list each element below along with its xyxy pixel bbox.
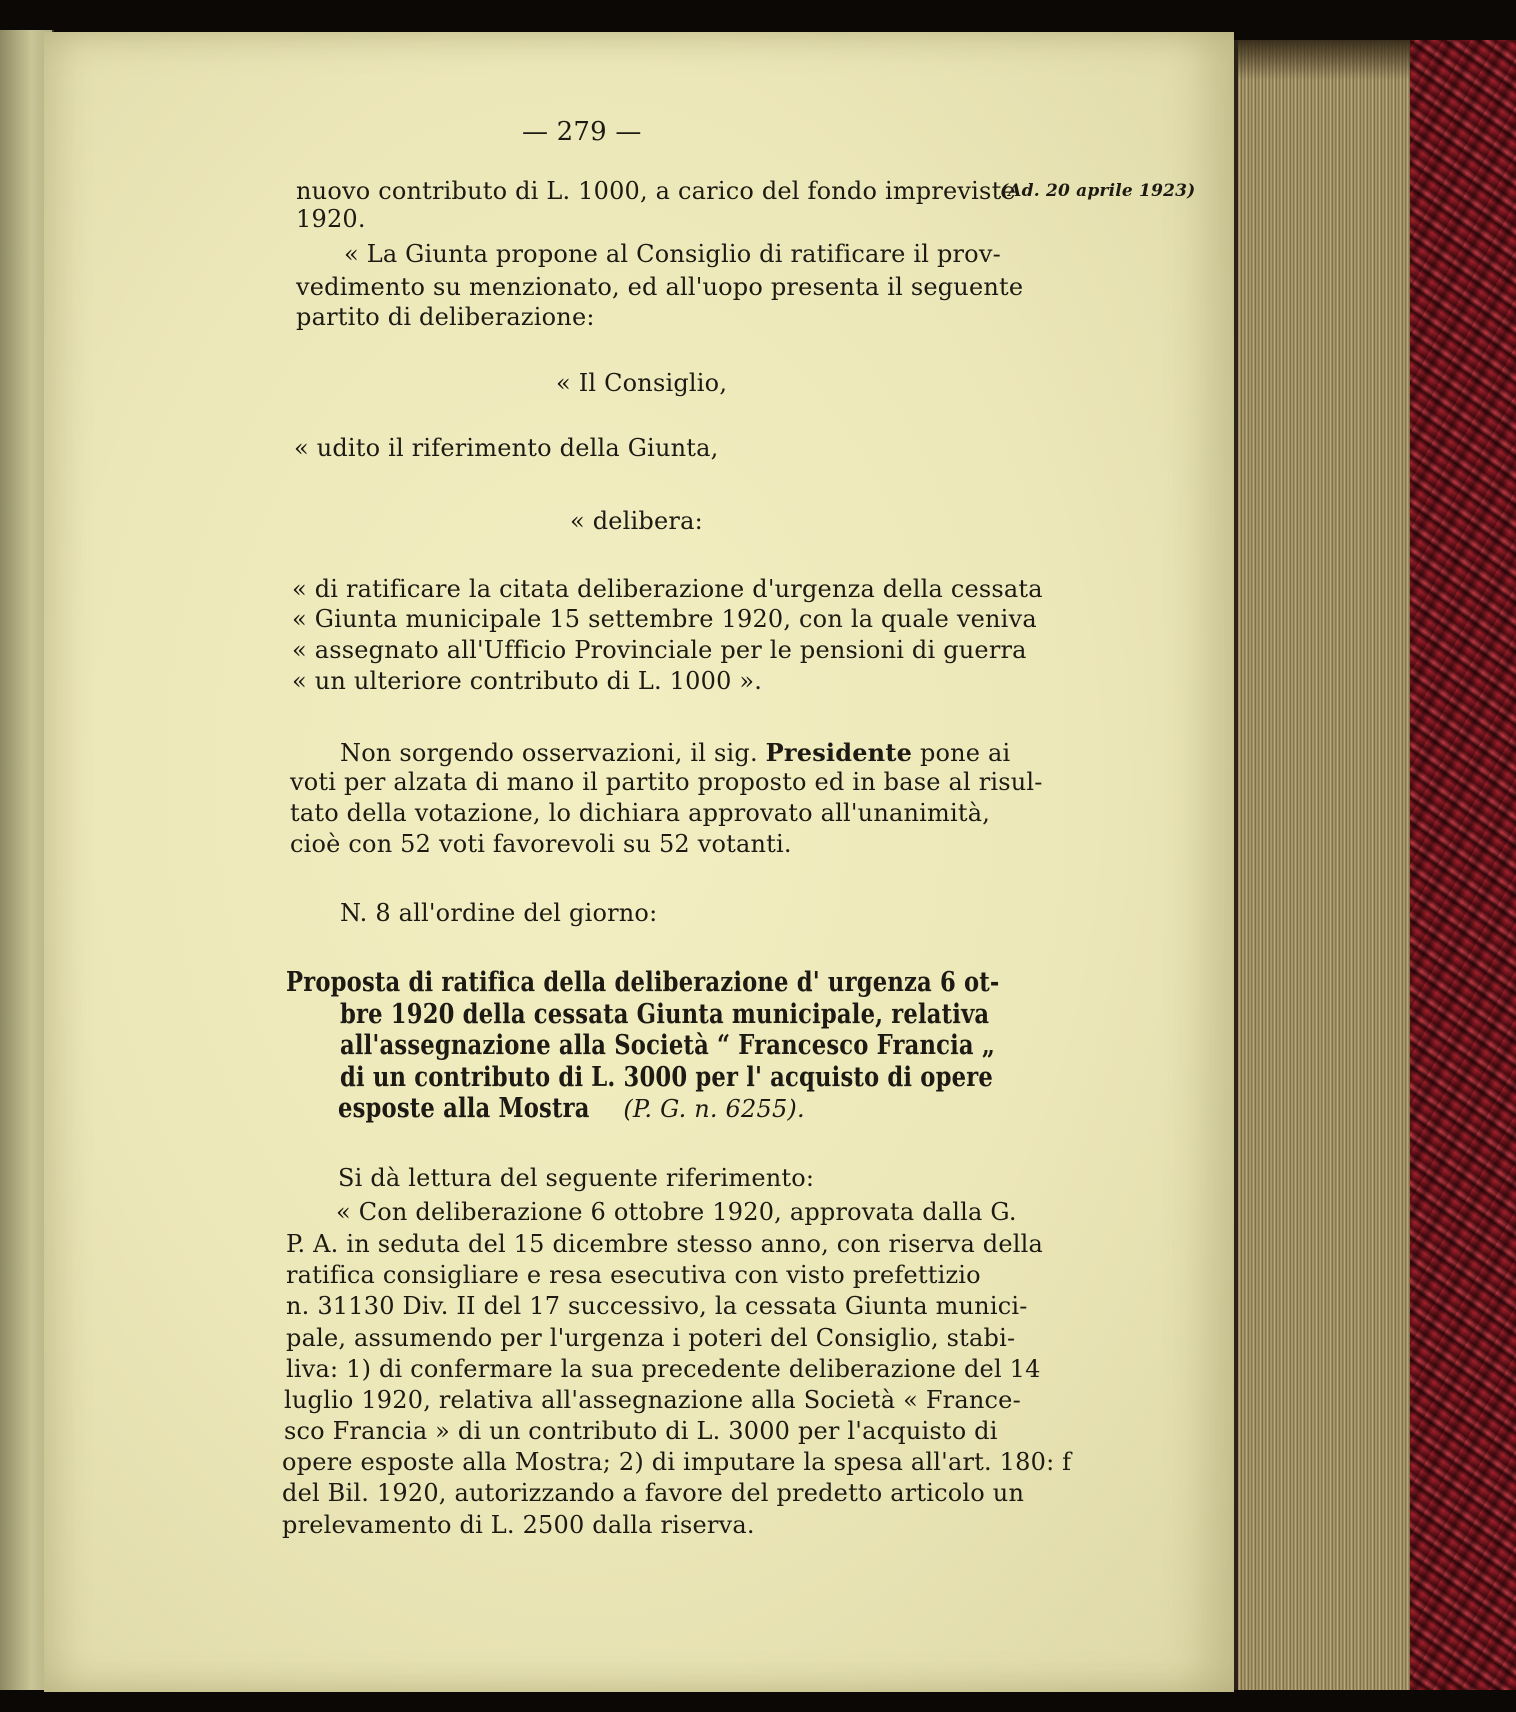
para5-line: liva: 1) di confermare la sua precedente deliberazione del 14 xyxy=(286,1355,1041,1383)
para3-line: « un ulteriore contributo di L. 1000 ». xyxy=(292,667,763,695)
page-number: — 279 — xyxy=(522,117,642,147)
para3-line: « assegnato all'Ufficio Provinciale per le pensioni di guerra xyxy=(292,636,1027,664)
lettura-line: Si dà lettura del seguente riferimento: xyxy=(338,1164,815,1192)
para4-line: cioè con 52 voti favorevoli su 52 votanti. xyxy=(290,830,792,858)
para1-line: 1920. xyxy=(296,205,366,233)
page-edges xyxy=(1234,40,1418,1690)
il-consiglio: « Il Consiglio, xyxy=(556,369,728,397)
para4-line xyxy=(340,737,1011,769)
para2-line: vedimento su menzionato, ed all'uopo presenta il seguente xyxy=(296,273,1024,301)
para2-line: « La Giunta propone al Consiglio di ratificare il prov- xyxy=(344,240,1001,268)
para3-line: « di ratificare la citata deliberazione d'urgenza della cessata xyxy=(292,575,1043,603)
heading-line: bre 1920 della cessata Giunta municipale, relativa xyxy=(340,999,990,1030)
para5-line: P. A. in seduta del 15 dicembre stesso anno, con riserva della xyxy=(286,1230,1044,1258)
heading-line: di un contributo di L. 3000 per l' acquisto di opere xyxy=(340,1062,993,1093)
margin-note: (Ad. 20 aprile 1923) xyxy=(1000,181,1196,201)
para5-line: opere esposte alla Mostra; 2) di imputare la spesa all'art. 180: f xyxy=(282,1448,1072,1476)
para4-line: voti per alzata di mano il partito proposto ed in base al risul- xyxy=(290,768,1043,796)
para5-line: pale, assumendo per l'urgenza i poteri del Consiglio, stabi- xyxy=(286,1324,1016,1352)
protocol-number: (P. G. n. 6255). xyxy=(623,1095,805,1123)
heading-mostra: esposte alla Mostra xyxy=(338,1093,590,1124)
para4-pre: Non sorgendo osservazioni, il sig. xyxy=(340,739,758,767)
para5-line: luglio 1920, relativa all'assegnazione alla Società « France- xyxy=(284,1386,1021,1414)
heading-line: Proposta di ratifica della deliberazione d' urgenza 6 ot- xyxy=(286,967,1000,998)
para4-line: tato della votazione, lo dichiara approvato all'unanimità, xyxy=(290,799,991,827)
marbled-cover-texture xyxy=(1410,40,1516,1690)
para1-line: nuovo contributo di L. 1000, a carico del fondo impreviste xyxy=(296,177,1016,205)
presidente: Presidente xyxy=(765,738,913,767)
para5-line: n. 31130 Div. II del 17 successivo, la cessata Giunta munici- xyxy=(286,1292,1028,1320)
ordine-del-giorno: N. 8 all'ordine del giorno: xyxy=(340,899,658,927)
para5-line: prelevamento di L. 2500 dalla riserva. xyxy=(282,1511,755,1539)
para3-line: « Giunta municipale 15 settembre 1920, con la quale veniva xyxy=(292,605,1037,633)
heading-line: all'assegnazione alla Società “ Francesco Francia „ xyxy=(340,1030,996,1061)
para4-post: pone ai xyxy=(919,739,1011,767)
para5-line: del Bil. 1920, autorizzando a favore del predetto articolo un xyxy=(282,1479,1025,1507)
para5-line: sco Francia » di un contributo di L. 3000 per l'acquisto di xyxy=(284,1417,998,1445)
udito-line: « udito il riferimento della Giunta, xyxy=(294,434,719,462)
para5-line: ratifica consigliare e resa esecutiva con visto prefettizio xyxy=(286,1261,981,1289)
delibera-line: « delibera: xyxy=(570,507,703,535)
para5-line: « Con deliberazione 6 ottobre 1920, approvata dalla G. xyxy=(336,1198,1017,1226)
para2-line: partito di deliberazione: xyxy=(296,303,595,331)
heading-last-line xyxy=(338,1093,805,1125)
